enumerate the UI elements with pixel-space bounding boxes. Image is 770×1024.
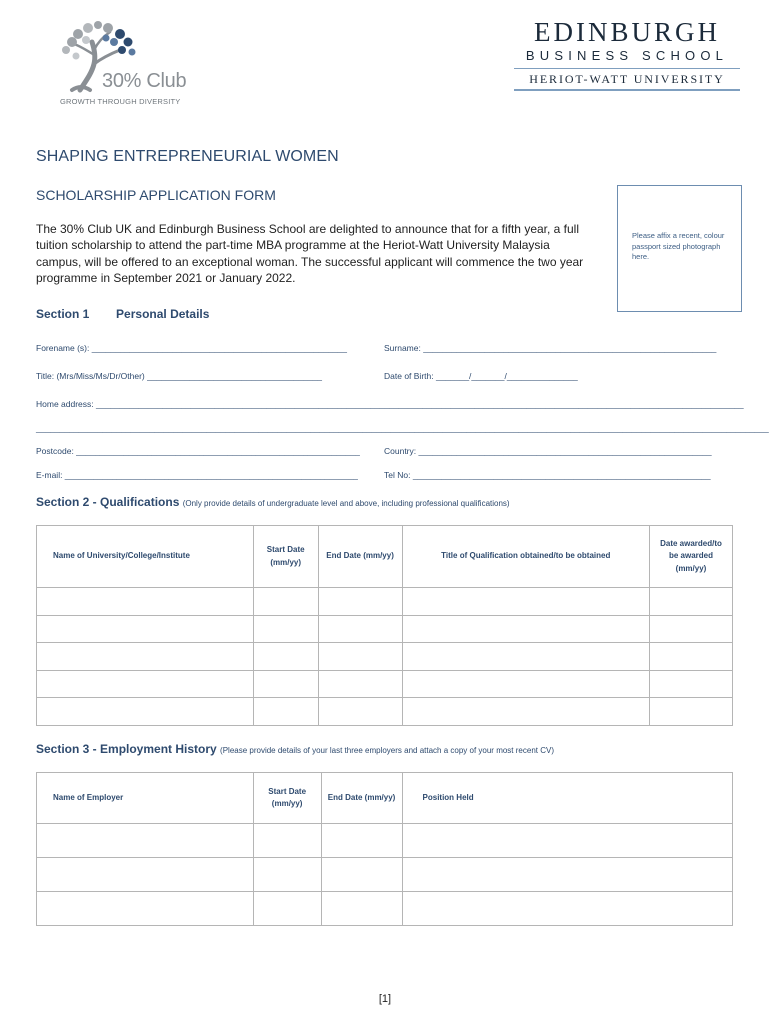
section3-title: Section 3 - Employment History (36, 742, 217, 756)
ebs-logo-rule-bottom (514, 89, 740, 91)
table-cell[interactable] (650, 643, 733, 671)
table-cell[interactable] (37, 892, 254, 926)
qualifications-table (36, 525, 733, 726)
table-cell[interactable] (37, 588, 254, 616)
table-cell[interactable] (321, 892, 402, 926)
table-cell[interactable] (650, 616, 733, 643)
col-employer-header: Name of Employer (37, 773, 254, 824)
intro-paragraph: The 30% Club UK and Edinburgh Business School are delighted to announce that for a fifth year, a full tuition scholarship to attend the part-time MBA programme at the Heriot-Watt University Malaysia campus, will be offered to an exceptional woman. The successful applicant will commence the two year programme in September 2021 or January 2022. (36, 222, 584, 286)
postcode-field[interactable]: Postcode: ____________________________________________________________ (36, 446, 360, 456)
col-start-date-header: Start Date (mm/yy) (253, 526, 318, 588)
table-cell[interactable] (37, 858, 254, 892)
table-cell[interactable] (253, 824, 321, 858)
table-cell[interactable] (321, 858, 402, 892)
table-row[interactable] (37, 824, 733, 858)
ebs-logo-rule (514, 68, 740, 69)
table-cell[interactable] (402, 698, 650, 726)
table-row[interactable] (37, 892, 733, 926)
surname-field[interactable]: Surname: ______________________________________________________________ (384, 343, 717, 353)
edinburgh-business-school-logo (514, 18, 740, 94)
table-cell[interactable] (318, 588, 402, 616)
table-cell[interactable] (402, 858, 732, 892)
table-cell[interactable] (253, 616, 318, 643)
section3-note: (Please provide details of your last three employers and attach a copy of your most recent CV) (220, 746, 554, 755)
photo-box[interactable] (617, 185, 742, 312)
table-cell[interactable] (37, 824, 254, 858)
club-name: 30% Club (102, 70, 187, 92)
table-cell[interactable] (37, 616, 254, 643)
table-cell[interactable] (37, 643, 254, 671)
table-cell[interactable] (402, 643, 650, 671)
table-cell[interactable] (253, 698, 318, 726)
country-field[interactable]: Country: ______________________________________________________________ (384, 446, 712, 456)
col-position-header: Position Held (402, 773, 732, 824)
section1-heading (36, 307, 209, 321)
section1-number: Section 1 (36, 307, 90, 321)
home-address-line2-field[interactable]: ___________________________________________________________________________________________________________________________________________________________ (36, 423, 769, 433)
table-cell[interactable] (402, 824, 732, 858)
qualifications-header-row (37, 526, 733, 588)
tel-field[interactable]: Tel No: _______________________________________________________________ (384, 470, 711, 480)
ebs-logo-line3: HERIOT-WATT UNIVERSITY (529, 72, 725, 86)
page-number: [1] (378, 993, 392, 1005)
club-tagline: GROWTH THROUGH DIVERSITY (60, 97, 181, 106)
section1-title: Personal Details (116, 307, 210, 321)
page-title: SHAPING ENTREPRENEURIAL WOMEN (36, 148, 339, 165)
employment-header-row (37, 773, 733, 824)
title-field[interactable]: Title: (Mrs/Miss/Ms/Dr/Other) _____________________________________ (36, 371, 323, 381)
section3-heading (36, 742, 554, 756)
col-end-date-header: End Date (mm/yy) (318, 526, 402, 588)
table-cell[interactable] (318, 643, 402, 671)
table-row[interactable] (37, 698, 733, 726)
table-cell[interactable] (650, 698, 733, 726)
email-field[interactable]: E-mail: ______________________________________________________________ (36, 470, 358, 480)
section2-heading (36, 495, 510, 509)
table-row[interactable] (37, 671, 733, 698)
photo-box-instructions: Please affix a recent, colour passport sized photograph here. (632, 231, 725, 261)
table-cell[interactable] (318, 616, 402, 643)
col-end-date-header: End Date (mm/yy) (321, 773, 402, 824)
table-cell[interactable] (402, 588, 650, 616)
table-cell[interactable] (253, 671, 318, 698)
col-qualification-header: Title of Qualification obtained/to be obtained (402, 526, 650, 588)
table-cell[interactable] (650, 588, 733, 616)
col-date-awarded-header: Date awarded/to be awarded (mm/yy) (650, 526, 733, 588)
table-cell[interactable] (253, 588, 318, 616)
col-start-date-header: Start Date (mm/yy) (253, 773, 321, 824)
table-row[interactable] (37, 588, 733, 616)
employment-table (36, 772, 733, 926)
table-cell[interactable] (37, 698, 254, 726)
thirty-percent-club-logo (58, 20, 198, 110)
table-cell[interactable] (402, 616, 650, 643)
table-cell[interactable] (253, 643, 318, 671)
forename-field[interactable]: Forename (s): ______________________________________________________ (36, 343, 348, 353)
table-cell[interactable] (402, 892, 732, 926)
table-row[interactable] (37, 858, 733, 892)
table-cell[interactable] (253, 858, 321, 892)
table-cell[interactable] (37, 671, 254, 698)
section2-title: Section 2 - Qualifications (36, 495, 180, 509)
table-cell[interactable] (402, 671, 650, 698)
table-cell[interactable] (318, 671, 402, 698)
table-cell[interactable] (253, 892, 321, 926)
ebs-logo-line2: BUSINESS SCHOOL (525, 48, 729, 63)
date-of-birth-field[interactable]: Date of Birth: _______/_______/_______________ (384, 371, 578, 381)
col-university-header: Name of University/College/Institute (37, 526, 254, 588)
table-cell[interactable] (321, 824, 402, 858)
table-cell[interactable] (650, 671, 733, 698)
ebs-logo-line1: EDINBURGH (534, 17, 720, 47)
table-cell[interactable] (318, 698, 402, 726)
table-row[interactable] (37, 616, 733, 643)
home-address-field[interactable]: Home address: _________________________________________________________________________________________________________________________________________ (36, 399, 744, 409)
table-row[interactable] (37, 643, 733, 671)
section2-note: (Only provide details of undergraduate level and above, including professional qualifications) (182, 499, 510, 508)
form-subtitle: SCHOLARSHIP APPLICATION FORM (36, 187, 276, 203)
